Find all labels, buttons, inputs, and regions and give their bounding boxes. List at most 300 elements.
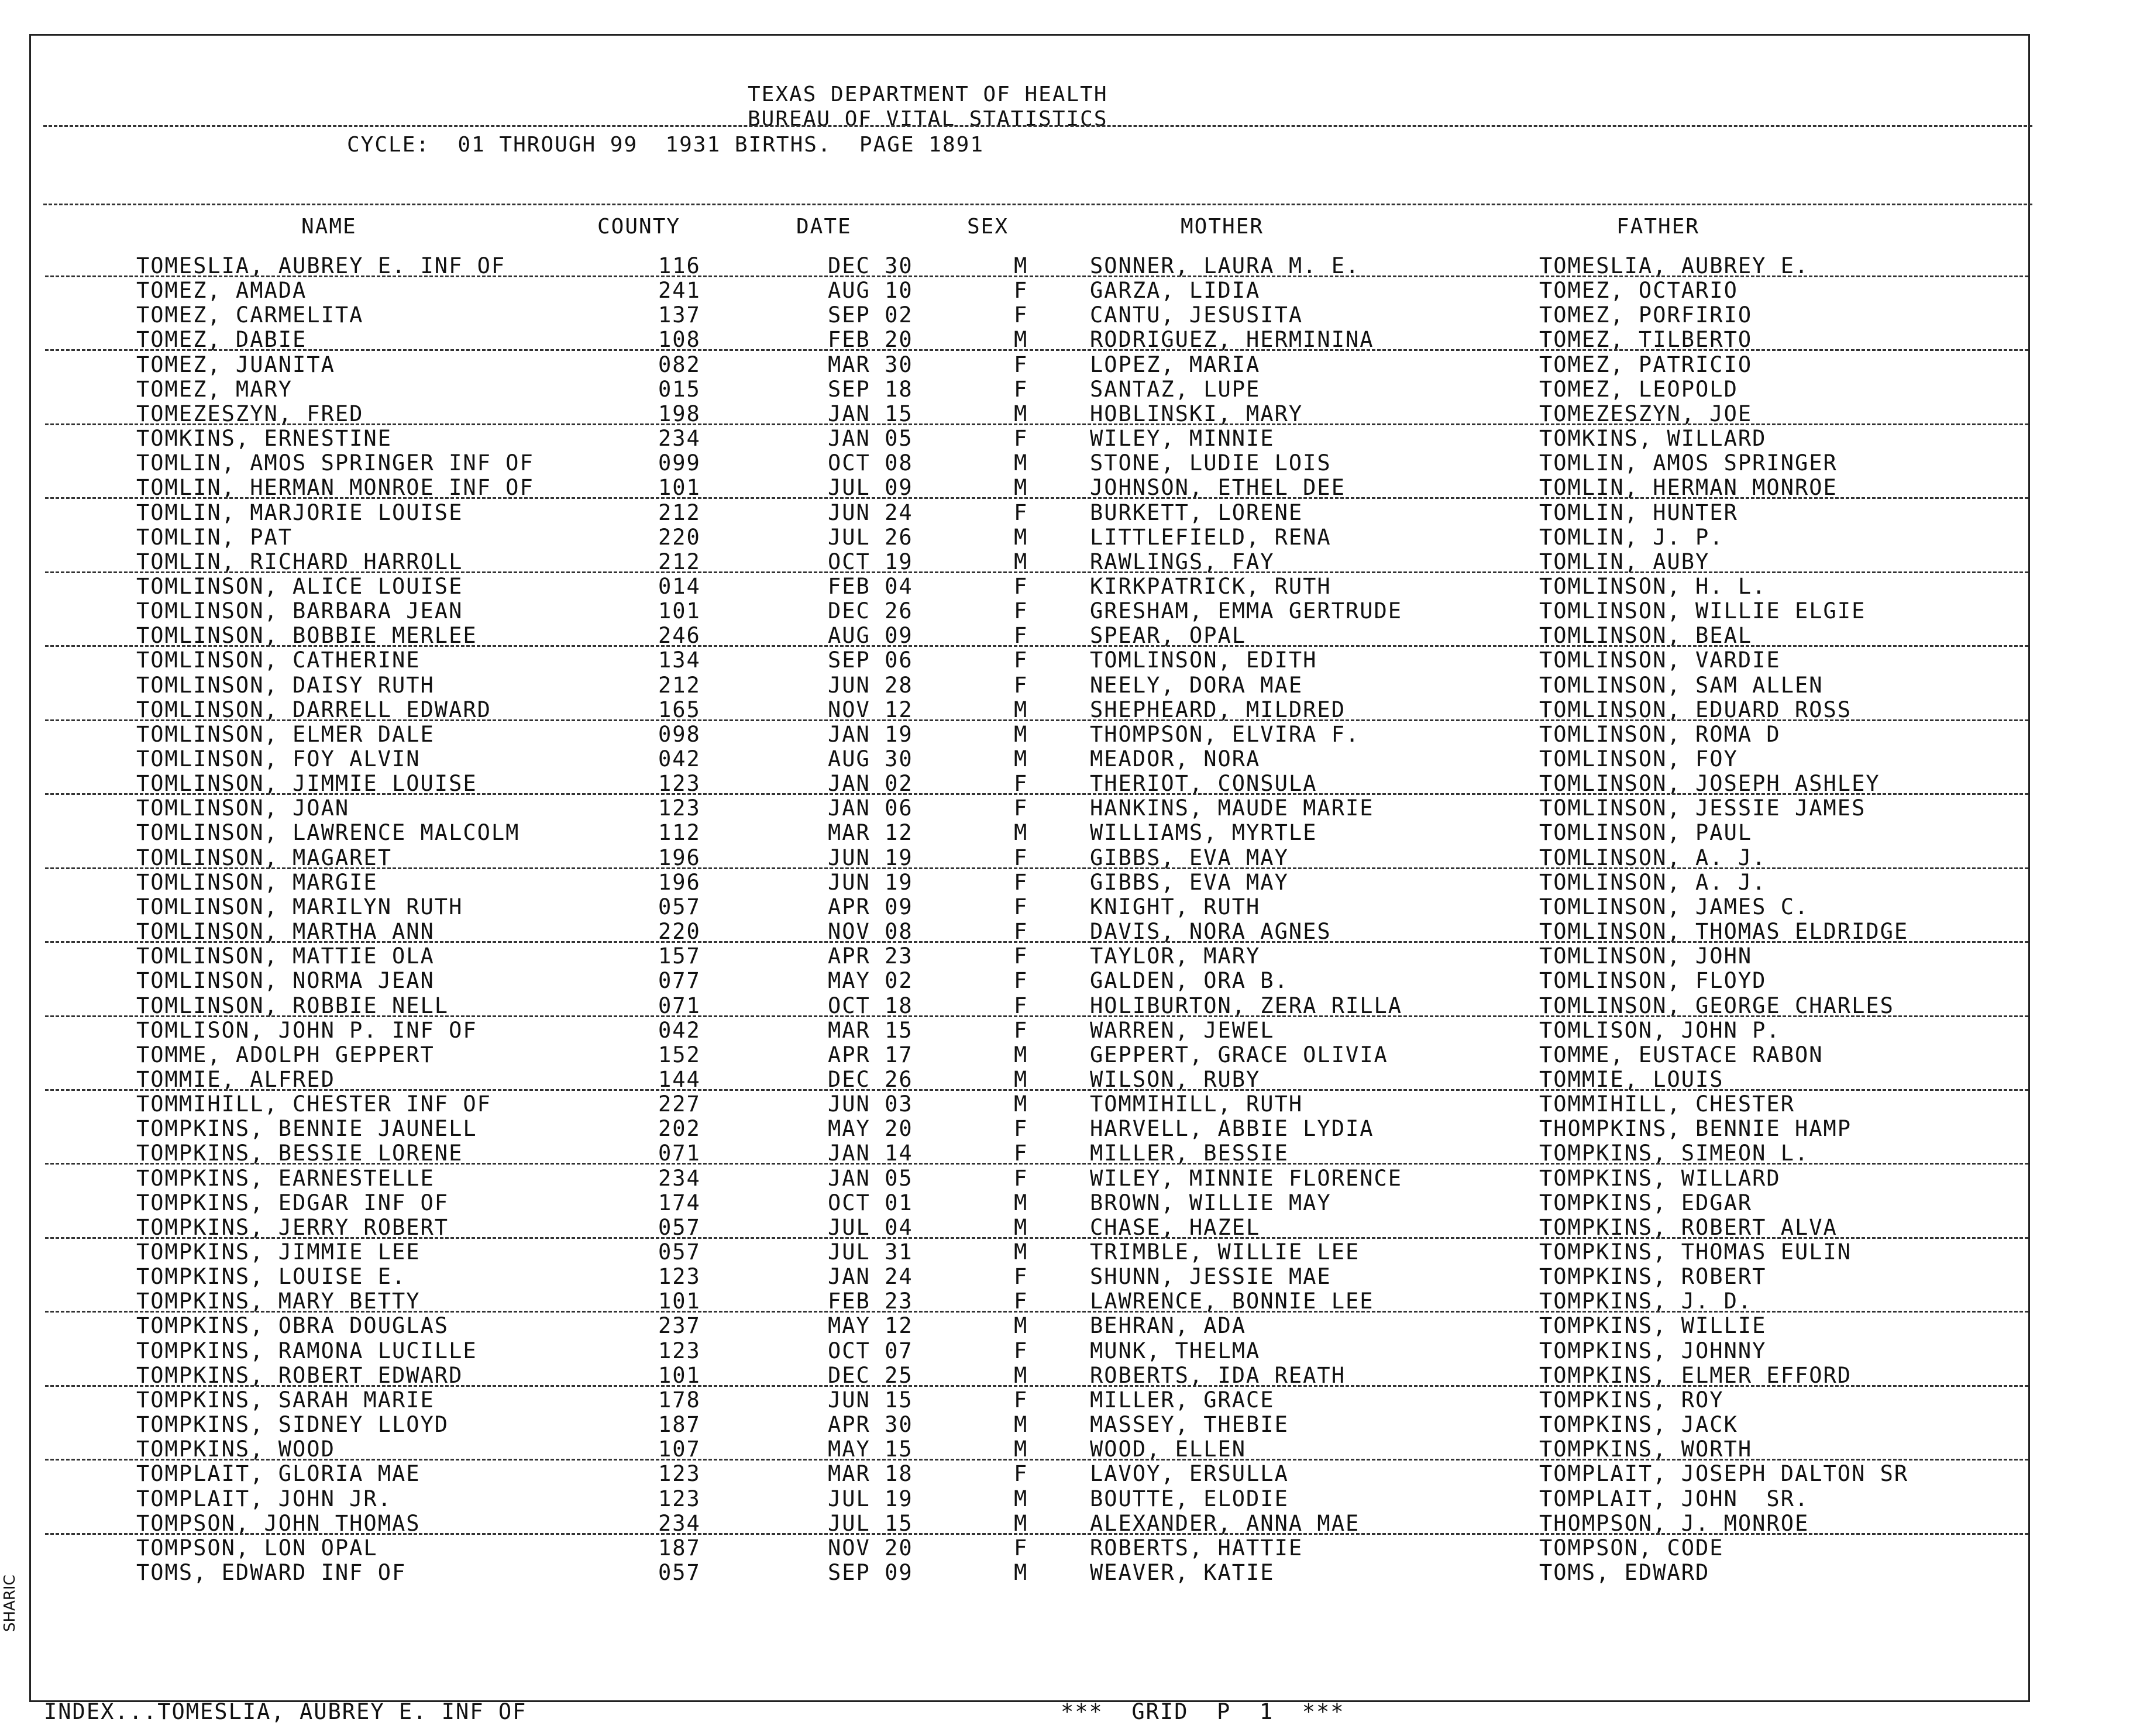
cell-county: 101: [658, 1289, 701, 1314]
cell-father: TOMLINSON, FLOYD: [1539, 968, 1767, 994]
cell-father: TOMLINSON, EDUARD ROSS: [1539, 697, 1852, 722]
cell-father: TOMEZ, LEOPOLD: [1539, 376, 1738, 402]
cell-mother: KIRKPATRICK, RUTH: [1090, 573, 1332, 599]
cell-name: TOMPKINS, EARNESTELLE: [136, 1165, 435, 1191]
cell-sex: F: [1014, 845, 1028, 870]
cell-father: TOMMIE, LOUIS: [1539, 1066, 1724, 1092]
cell-father: TOMLINSON, A. J.: [1539, 869, 1767, 895]
cell-father: TOMPLAIT, JOHN SR.: [1539, 1486, 1809, 1511]
cell-mother: HANKINS, MAUDE MARIE: [1090, 795, 1374, 821]
cell-father: TOMLINSON, PAUL: [1539, 820, 1753, 846]
cell-father: TOMEZ, PATRICIO: [1539, 352, 1753, 377]
table-row: [31, 795, 2032, 820]
cell-mother: TAYLOR, MARY: [1090, 943, 1261, 969]
cell-name: TOMPKINS, LOUISE E.: [136, 1264, 407, 1290]
cell-date: OCT 01: [828, 1190, 913, 1215]
cell-county: 212: [658, 549, 701, 574]
cell-date: JUL 26: [828, 524, 913, 550]
cell-name: TOMLIN, AMOS SPRINGER INF OF: [136, 450, 534, 476]
table-row: [31, 919, 2032, 943]
cell-father: TOMLINSON, JOHN: [1539, 943, 1753, 969]
table-row: [31, 1042, 2032, 1067]
cell-father: TOMPKINS, ROBERT: [1539, 1264, 1767, 1290]
cell-county: 198: [658, 401, 701, 426]
cell-sex: F: [1014, 376, 1028, 402]
cell-sex: F: [1014, 771, 1028, 797]
cell-county: 174: [658, 1190, 701, 1215]
cell-mother: RODRIGUEZ, HERMININA: [1090, 327, 1374, 353]
cell-county: 112: [658, 820, 701, 846]
cell-name: TOMPKINS, JERRY ROBERT: [136, 1214, 449, 1240]
cell-date: OCT 08: [828, 450, 913, 476]
header-rule: [43, 125, 2032, 127]
cell-name: TOMPKINS, JIMMIE LEE: [136, 1239, 421, 1265]
cell-county: 077: [658, 968, 701, 994]
cell-name: TOMEZ, JUANITA: [136, 352, 335, 377]
table-row: [31, 574, 2032, 598]
cell-date: JUN 19: [828, 845, 913, 870]
cell-county: 098: [658, 721, 701, 747]
table-row: [31, 327, 2032, 352]
cell-sex: M: [1014, 475, 1028, 501]
table-row: [31, 1412, 2032, 1437]
column-header-rule: [43, 204, 2032, 205]
cell-mother: KNIGHT, RUTH: [1090, 894, 1261, 919]
cell-sex: F: [1014, 573, 1028, 599]
cell-father: TOMPKINS, JACK: [1539, 1412, 1738, 1438]
cell-date: JAN 14: [828, 1141, 913, 1166]
cell-mother: ROBERTS, IDA REATH: [1090, 1362, 1346, 1388]
row-group-rule: [45, 1311, 2028, 1313]
cell-name: TOMLIN, PAT: [136, 524, 293, 550]
footer-index: INDEX...TOMESLIA, AUBREY E. INF OF: [44, 1699, 527, 1724]
row-group-rule: [45, 867, 2028, 869]
cell-name: TOMPKINS, OBRA DOUGLAS: [136, 1313, 449, 1339]
cell-name: TOMLINSON, ALICE LOUISE: [136, 573, 463, 599]
cell-sex: M: [1014, 1412, 1028, 1438]
cell-name: TOMEZ, DABIE: [136, 327, 307, 353]
cell-mother: HARVELL, ABBIE LYDIA: [1090, 1116, 1374, 1142]
cell-date: JAN 02: [828, 771, 913, 797]
cell-father: TOMLINSON, SAM ALLEN: [1539, 672, 1824, 698]
cell-mother: LAWRENCE, BONNIE LEE: [1090, 1289, 1374, 1314]
cell-sex: M: [1014, 1486, 1028, 1511]
cell-mother: BROWN, WILLIE MAY: [1090, 1190, 1332, 1215]
cell-name: TOMLINSON, DARRELL EDWARD: [136, 697, 491, 722]
cell-name: TOMS, EDWARD INF OF: [136, 1559, 407, 1585]
table-row: [31, 1535, 2032, 1560]
cell-name: TOMLINSON, DAISY RUTH: [136, 672, 435, 698]
table-row: [31, 623, 2032, 647]
cell-name: TOMLINSON, JIMMIE LOUISE: [136, 771, 477, 797]
row-group-rule: [45, 1237, 2028, 1239]
cell-date: NOV 08: [828, 919, 913, 945]
cell-mother: CANTU, JESUSITA: [1090, 302, 1303, 328]
cell-name: TOMMIE, ALFRED: [136, 1066, 335, 1092]
table-row: [31, 253, 2032, 278]
cell-date: DEC 25: [828, 1362, 913, 1388]
cell-county: 116: [658, 253, 701, 278]
cell-name: TOMLINSON, MARTHA ANN: [136, 919, 435, 945]
cell-father: TOMLINSON, ROMA D: [1539, 721, 1781, 747]
table-row: [31, 1116, 2032, 1141]
cell-date: JAN 06: [828, 795, 913, 821]
cell-mother: SHEPHEARD, MILDRED: [1090, 697, 1346, 722]
cell-name: TOMPKINS, BENNIE JAUNELL: [136, 1116, 477, 1142]
cell-sex: M: [1014, 1239, 1028, 1265]
cell-mother: NEELY, DORA MAE: [1090, 672, 1303, 698]
cell-date: JUN 03: [828, 1091, 913, 1117]
cell-sex: F: [1014, 500, 1028, 525]
cell-name: TOMME, ADOLPH GEPPERT: [136, 1042, 435, 1067]
cell-county: 234: [658, 1510, 701, 1536]
cell-sex: M: [1014, 327, 1028, 353]
cell-date: JUN 15: [828, 1387, 913, 1413]
cell-mother: WILEY, MINNIE FLORENCE: [1090, 1165, 1403, 1191]
cell-name: TOMLINSON, NORMA JEAN: [136, 968, 435, 994]
cell-county: 057: [658, 1559, 701, 1585]
cell-name: TOMEZESZYN, FRED: [136, 401, 364, 426]
cell-county: 227: [658, 1091, 701, 1117]
cell-mother: GALDEN, ORA B.: [1090, 968, 1289, 994]
cell-name: TOMPKINS, EDGAR INF OF: [136, 1190, 449, 1215]
cell-name: TOMPKINS, SARAH MARIE: [136, 1387, 435, 1413]
cell-county: 134: [658, 647, 701, 673]
table-row: [31, 377, 2032, 401]
cell-father: TOMMIHILL, CHESTER: [1539, 1091, 1795, 1117]
cell-sex: F: [1014, 352, 1028, 377]
cell-sex: M: [1014, 1559, 1028, 1585]
row-group-rule: [45, 1163, 2028, 1165]
cell-mother: WILEY, MINNIE: [1090, 426, 1275, 452]
cell-mother: MILLER, GRACE: [1090, 1387, 1275, 1413]
cell-sex: M: [1014, 820, 1028, 846]
cell-date: JUL 31: [828, 1239, 913, 1265]
cell-date: JUN 24: [828, 500, 913, 525]
cell-name: TOMKINS, ERNESTINE: [136, 426, 392, 452]
cell-mother: MUNK, THELMA: [1090, 1338, 1261, 1363]
cell-name: TOMPKINS, MARY BETTY: [136, 1289, 421, 1314]
cell-sex: F: [1014, 919, 1028, 945]
cell-county: 234: [658, 426, 701, 452]
cell-mother: SHUNN, JESSIE MAE: [1090, 1264, 1332, 1290]
table-row: [31, 1166, 2032, 1190]
cell-sex: M: [1014, 721, 1028, 747]
cell-mother: GEPPERT, GRACE OLIVIA: [1090, 1042, 1388, 1067]
cell-father: TOMLIN, AUBY: [1539, 549, 1710, 574]
cell-father: TOMPKINS, WORTH: [1539, 1437, 1753, 1462]
cell-county: 196: [658, 845, 701, 870]
cell-mother: GRESHAM, EMMA GERTRUDE: [1090, 598, 1403, 624]
table-row: [31, 647, 2032, 672]
row-group-rule: [45, 423, 2028, 425]
table-row: [31, 475, 2032, 500]
cell-name: TOMLINSON, BOBBIE MERLEE: [136, 623, 477, 649]
cell-sex: M: [1014, 1362, 1028, 1388]
footer-grid: *** GRID P 1 ***: [1061, 1699, 1345, 1724]
cell-date: AUG 10: [828, 278, 913, 304]
cell-sex: F: [1014, 1387, 1028, 1413]
cell-father: TOMLINSON, GEORGE CHARLES: [1539, 993, 1894, 1018]
cell-sex: F: [1014, 672, 1028, 698]
row-group-rule: [45, 645, 2028, 647]
cell-father: TOMLISON, JOHN P.: [1539, 1017, 1781, 1043]
cell-mother: WILLIAMS, MYRTLE: [1090, 820, 1317, 846]
table-row: [31, 1091, 2032, 1116]
cell-sex: F: [1014, 993, 1028, 1018]
cell-date: FEB 04: [828, 573, 913, 599]
table-row: [31, 598, 2032, 623]
cell-county: 082: [658, 352, 701, 377]
cell-mother: GIBBS, EVA MAY: [1090, 845, 1289, 870]
cell-father: TOMEZ, TILBERTO: [1539, 327, 1753, 353]
cell-date: JUL 04: [828, 1214, 913, 1240]
table-row: [31, 1239, 2032, 1264]
cell-father: TOMPKINS, SIMEON L.: [1539, 1141, 1809, 1166]
cell-father: TOMLIN, HERMAN MONROE: [1539, 475, 1838, 501]
cell-sex: F: [1014, 943, 1028, 969]
row-group-rule: [45, 1459, 2028, 1461]
cell-county: 057: [658, 1239, 701, 1265]
cell-father: TOMPLAIT, JOSEPH DALTON SR: [1539, 1461, 1909, 1487]
cell-name: TOMLIN, RICHARD HARROLL: [136, 549, 463, 574]
cell-father: TOMLIN, HUNTER: [1539, 500, 1738, 525]
cell-name: TOMLINSON, MATTIE OLA: [136, 943, 435, 969]
cell-sex: M: [1014, 1042, 1028, 1067]
cell-county: 123: [658, 771, 701, 797]
table-row: [31, 1313, 2032, 1338]
cell-father: THOMPSON, J. MONROE: [1539, 1510, 1809, 1536]
cell-county: 057: [658, 1214, 701, 1240]
cell-date: SEP 02: [828, 302, 913, 328]
cell-father: TOMLINSON, THOMAS ELDRIDGE: [1539, 919, 1909, 945]
cell-date: AUG 09: [828, 623, 913, 649]
cell-father: TOMKINS, WILLARD: [1539, 426, 1767, 452]
table-row: [31, 1560, 2032, 1585]
row-group-rule: [45, 1089, 2028, 1091]
table-row: [31, 1486, 2032, 1511]
cell-sex: F: [1014, 426, 1028, 452]
cell-father: THOMPKINS, BENNIE HAMP: [1539, 1116, 1852, 1142]
cell-county: 123: [658, 1264, 701, 1290]
cell-date: MAR 12: [828, 820, 913, 846]
cell-name: TOMLINSON, LAWRENCE MALCOLM: [136, 820, 520, 846]
cell-date: OCT 19: [828, 549, 913, 574]
cell-name: TOMLINSON, MARGIE: [136, 869, 378, 895]
cell-father: TOMLINSON, WILLIE ELGIE: [1539, 598, 1866, 624]
cell-date: MAY 12: [828, 1313, 913, 1339]
cell-sex: M: [1014, 1313, 1028, 1339]
table-row: [31, 746, 2032, 771]
cell-mother: STONE, LUDIE LOIS: [1090, 450, 1332, 476]
cell-county: 107: [658, 1437, 701, 1462]
cell-mother: LITTLEFIELD, RENA: [1090, 524, 1332, 550]
row-group-rule: [45, 275, 2028, 277]
cell-father: TOMEZESZYN, JOE: [1539, 401, 1753, 426]
row-group-rule: [45, 1533, 2028, 1535]
cell-date: FEB 20: [828, 327, 913, 353]
cell-father: TOMPKINS, WILLARD: [1539, 1165, 1781, 1191]
cell-father: TOMLINSON, VARDIE: [1539, 647, 1781, 673]
cell-mother: CHASE, HAZEL: [1090, 1214, 1261, 1240]
cell-county: 071: [658, 1141, 701, 1166]
cell-county: 108: [658, 327, 701, 353]
cell-date: OCT 07: [828, 1338, 913, 1363]
table-row: [31, 302, 2032, 327]
cell-name: TOMLINSON, MAGARET: [136, 845, 392, 870]
cell-name: TOMPKINS, ROBERT EDWARD: [136, 1362, 463, 1388]
table-row: [31, 1264, 2032, 1289]
table-row: [31, 1461, 2032, 1486]
table-row: [31, 1215, 2032, 1239]
cell-name: TOMPKINS, RAMONA LUCILLE: [136, 1338, 477, 1363]
cell-date: JAN 05: [828, 1165, 913, 1191]
cell-name: TOMLINSON, JOAN: [136, 795, 350, 821]
cell-date: JUL 09: [828, 475, 913, 501]
cell-date: MAR 15: [828, 1017, 913, 1043]
col-header-date: DATE: [796, 215, 852, 239]
cell-father: TOMPKINS, ROY: [1539, 1387, 1724, 1413]
cell-sex: F: [1014, 623, 1028, 649]
cell-mother: HOLIBURTON, ZERA RILLA: [1090, 993, 1403, 1018]
cell-name: TOMPLAIT, GLORIA MAE: [136, 1461, 421, 1487]
cell-mother: WILSON, RUBY: [1090, 1066, 1261, 1092]
cell-sex: F: [1014, 968, 1028, 994]
row-group-rule: [45, 1015, 2028, 1017]
cell-sex: M: [1014, 253, 1028, 278]
cell-date: APR 17: [828, 1042, 913, 1067]
cell-mother: RAWLINGS, FAY: [1090, 549, 1275, 574]
cell-name: TOMPKINS, WOOD: [136, 1437, 335, 1462]
table-row: [31, 426, 2032, 450]
table-row: [31, 525, 2032, 549]
cell-county: 212: [658, 672, 701, 698]
cell-father: TOMLIN, J. P.: [1539, 524, 1724, 550]
table-row: [31, 894, 2032, 919]
cell-sex: M: [1014, 1437, 1028, 1462]
cell-sex: F: [1014, 1264, 1028, 1290]
cell-mother: SONNER, LAURA M. E.: [1090, 253, 1360, 278]
table-row: [31, 870, 2032, 894]
row-group-rule: [45, 719, 2028, 721]
cell-sex: M: [1014, 549, 1028, 574]
cell-name: TOMLIN, HERMAN MONROE INF OF: [136, 475, 534, 501]
cell-name: TOMESLIA, AUBREY E. INF OF: [136, 253, 506, 278]
cell-mother: WARREN, JEWEL: [1090, 1017, 1275, 1043]
cell-name: TOMLINSON, ROBBIE NELL: [136, 993, 449, 1018]
cell-father: TOMLINSON, JOSEPH ASHLEY: [1539, 771, 1880, 797]
cell-date: DEC 30: [828, 253, 913, 278]
cell-name: TOMEZ, CARMELITA: [136, 302, 364, 328]
cell-father: TOMPSON, CODE: [1539, 1535, 1724, 1561]
table-row: [31, 1190, 2032, 1215]
table-row: [31, 1363, 2032, 1387]
cell-sex: F: [1014, 894, 1028, 919]
cell-date: JAN 19: [828, 721, 913, 747]
cell-county: 042: [658, 746, 701, 771]
cell-county: 101: [658, 598, 701, 624]
cell-name: TOMPSON, LON OPAL: [136, 1535, 378, 1561]
table-row: [31, 352, 2032, 377]
cell-father: TOMLINSON, A. J.: [1539, 845, 1767, 870]
cell-sex: M: [1014, 1190, 1028, 1215]
table-row: [31, 401, 2032, 426]
header-bureau: BUREAU OF VITAL STATISTICS: [748, 107, 1108, 131]
table-row: [31, 771, 2032, 795]
cell-mother: ROBERTS, HATTIE: [1090, 1535, 1303, 1561]
cell-father: TOMPKINS, EDGAR: [1539, 1190, 1753, 1215]
cell-father: TOMPKINS, J. D.: [1539, 1289, 1753, 1314]
table-row: [31, 278, 2032, 302]
cell-date: NOV 12: [828, 697, 913, 722]
cell-county: 220: [658, 919, 701, 945]
table-row: [31, 450, 2032, 475]
cell-county: 202: [658, 1116, 701, 1142]
cell-name: TOMLINSON, FOY ALVIN: [136, 746, 421, 771]
table-row: [31, 697, 2032, 722]
table-row: [31, 1067, 2032, 1091]
cell-mother: HOBLINSKI, MARY: [1090, 401, 1303, 426]
cell-sex: M: [1014, 1510, 1028, 1536]
cell-date: MAY 15: [828, 1437, 913, 1462]
cell-name: TOMEZ, AMADA: [136, 278, 307, 304]
cell-county: 137: [658, 302, 701, 328]
cell-date: NOV 20: [828, 1535, 913, 1561]
cell-father: TOMPKINS, ROBERT ALVA: [1539, 1214, 1838, 1240]
cell-mother: BEHRAN, ADA: [1090, 1313, 1247, 1339]
cell-date: JUN 19: [828, 869, 913, 895]
cell-county: 241: [658, 278, 701, 304]
cell-county: 196: [658, 869, 701, 895]
cell-county: 157: [658, 943, 701, 969]
cell-date: DEC 26: [828, 598, 913, 624]
cell-mother: THERIOT, CONSULA: [1090, 771, 1317, 797]
cell-sex: F: [1014, 1289, 1028, 1314]
cell-date: MAR 18: [828, 1461, 913, 1487]
cell-mother: MASSEY, THEBIE: [1090, 1412, 1289, 1438]
col-header-father: FATHER: [1616, 215, 1700, 239]
cell-mother: DAVIS, NORA AGNES: [1090, 919, 1332, 945]
cell-county: 123: [658, 795, 701, 821]
side-label: SHARIC: [1, 1575, 19, 1632]
cell-sex: M: [1014, 524, 1028, 550]
col-header-county: COUNTY: [597, 215, 681, 239]
cell-county: 014: [658, 573, 701, 599]
cell-father: TOMLIN, AMOS SPRINGER: [1539, 450, 1838, 476]
cell-date: APR 23: [828, 943, 913, 969]
cell-father: TOMPKINS, JOHNNY: [1539, 1338, 1767, 1363]
cell-mother: LOPEZ, MARIA: [1090, 352, 1261, 377]
cell-sex: F: [1014, 302, 1028, 328]
cell-father: TOMEZ, OCTARIO: [1539, 278, 1738, 304]
cell-mother: GIBBS, EVA MAY: [1090, 869, 1289, 895]
col-header-mother: MOTHER: [1181, 215, 1264, 239]
cell-sex: F: [1014, 869, 1028, 895]
table-row: [31, 845, 2032, 870]
cell-sex: M: [1014, 401, 1028, 426]
table-row: [31, 1437, 2032, 1461]
cell-sex: M: [1014, 1214, 1028, 1240]
cell-date: MAR 30: [828, 352, 913, 377]
cell-date: APR 30: [828, 1412, 913, 1438]
cell-sex: F: [1014, 1535, 1028, 1561]
cell-name: TOMLIN, MARJORIE LOUISE: [136, 500, 463, 525]
table-row: [31, 673, 2032, 697]
cell-county: 152: [658, 1042, 701, 1067]
cell-county: 212: [658, 500, 701, 525]
cell-father: TOMS, EDWARD: [1539, 1559, 1710, 1585]
table-row: [31, 943, 2032, 968]
